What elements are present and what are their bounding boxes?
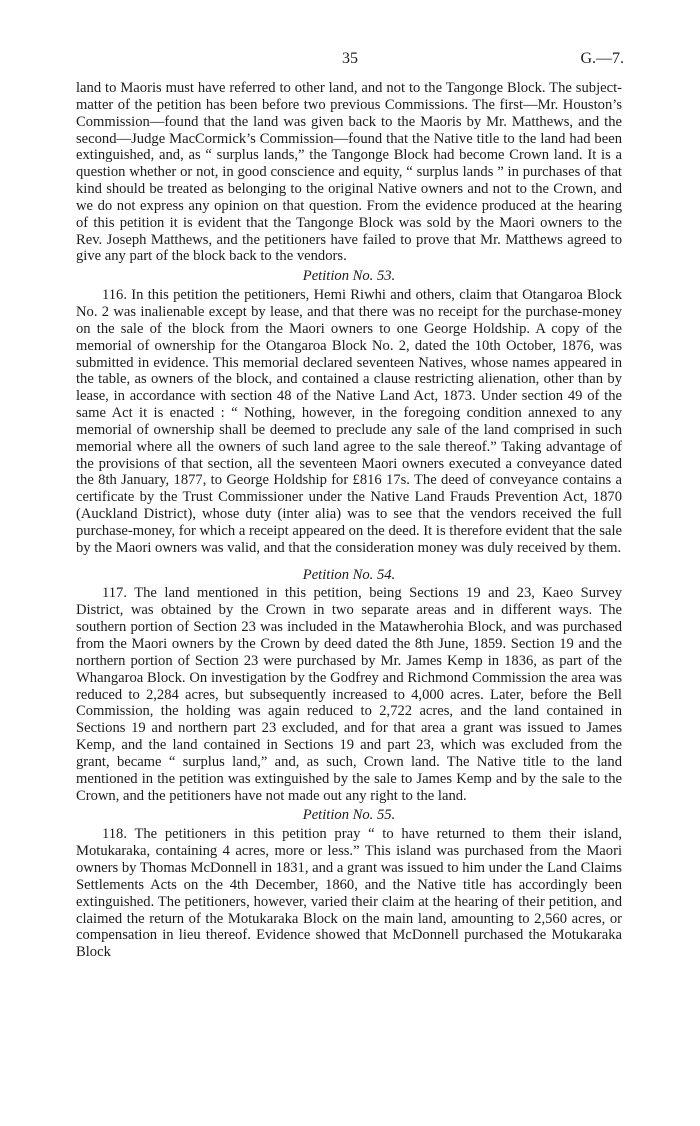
page-number: 35 bbox=[342, 50, 358, 67]
paragraph: 117. The land mentioned in this petition, being Sections 19 and 23, Kaeo Survey District, was obtained by the Crown in two separate areas and in different ways. The southern portion of Section 23 was included in the Matawherohia Block, and was purchased from the Maori owners by the Crown by deed dated the 8th June, 1859. Section 19 and the northern portion of Section 23 were purchased by Mr. James Kemp in 1836, as part of the Whangaroa Block. On investigation by the Godfrey and Richmond Commission the area was reduced to 2,284 acres, but subsequently increased to 4,000 acres. Later, before the Bell Commission, the holding was again reduced to 2,722 acres, and the land contained in Sections 19 and northern part 23 excluded, and for that area a grant was issued to James Kemp, and the land contained in Sections 19 and part 23, which was excluded from the grant, became “ surplus land,” and, as such, Crown land. The Native title to the land mentioned in the petition was extinguished by the sale to James Kemp and by the sale to the Crown, and the petitioners have not made out any right to the land. bbox=[76, 585, 622, 804]
document-body bbox=[76, 80, 622, 961]
paragraph: land to Maoris must have referred to other land, and not to the Tangonge Block. The subject-matter of the petition has been before two previous Commissions. The first—Mr. Houston’s Commission—found that the land was given back to the Maoris by Mr. Matthews, and the second—Judge MacCormick’s Commission—found that the Native title to the land had been extinguished, and, as “ surplus lands,” the Tangonge Block had become Crown land. It is a question whether or not, in good conscience and equity, “ surplus lands ” in purchases of that kind should be treated as belonging to the original Native owners and not to the Crown, and we do not express any opinion on that question. From the evidence produced at the hearing of this petition it is evident that the Tangonge Block was sold by the Maori owners to the Rev. Joseph Matthews, and the petitioners have failed to prove that Mr. Matthews agreed to give any part of the block back to the vendors. bbox=[76, 80, 622, 265]
paragraph: 116. In this petition the petitioners, Hemi Riwhi and others, claim that Otangaroa Block No. 2 was inalienable except by lease, and that there was no receipt for the purchase-money on the sale of the block from the Maori owners to one George Holdship. A copy of the memorial of ownership for the Otangaroa Block No. 2, dated the 10th October, 1876, was submitted in evidence. This memorial declared seventeen Natives, whose names appeared in the table, as owners of the block, and contained a clause restricting alienation, other than by lease, in accordance with section 48 of the Native Land Act, 1873. Under section 49 of the same Act it is enacted : “ Nothing, however, in the foregoing condition annexed to any memorial of ownership shall be deemed to preclude any sale of the land comprised in such memorial where all the owners of such land agree to the sale thereof.” Taking advantage of the provisions of that section, all the seventeen Maori owners executed a conveyance dated the 8th January, 1877, to George Holdship for £816 17s. The deed of conveyance contains a certificate by the Trust Commissioner under the Native Land Frauds Prevention Act, 1870 (Auckland District), whose duty (inter alia) was to see that the vendors received the full purchase-money, for which a receipt appeared on the deed. It is therefore evident that the sale by the Maori owners was valid, and that the consideration money was duly received by them. bbox=[76, 287, 622, 556]
page-reference: G.—7. bbox=[580, 50, 624, 67]
paragraph: 118. The petitioners in this petition pray “ to have returned to them their island, Motukaraka, containing 4 acres, more or less.” This island was purchased from the Maori owners by Thomas McDonnell in 1831, and a grant was issued to him under the Land Claims Settlements Acts on the 4th December, 1860, and the Native title has accordingly been extinguished. The petitioners, however, varied their claim at the hearing of their petition, and claimed the return of the Motukaraka Block on the main land, amounting to 2,560 acres, or compensation in lieu thereof. Evidence showed that McDonnell purchased the Motukaraka Block bbox=[76, 826, 622, 961]
section-heading: Petition No. 54. bbox=[302, 566, 396, 583]
section-heading: Petition No. 53. bbox=[302, 268, 396, 285]
page-header bbox=[0, 50, 700, 72]
petition-53-section bbox=[76, 268, 622, 556]
petition-54-section bbox=[76, 567, 622, 805]
continuation-section bbox=[76, 80, 622, 265]
petition-55-section bbox=[76, 807, 622, 961]
section-heading: Petition No. 55. bbox=[302, 807, 396, 824]
